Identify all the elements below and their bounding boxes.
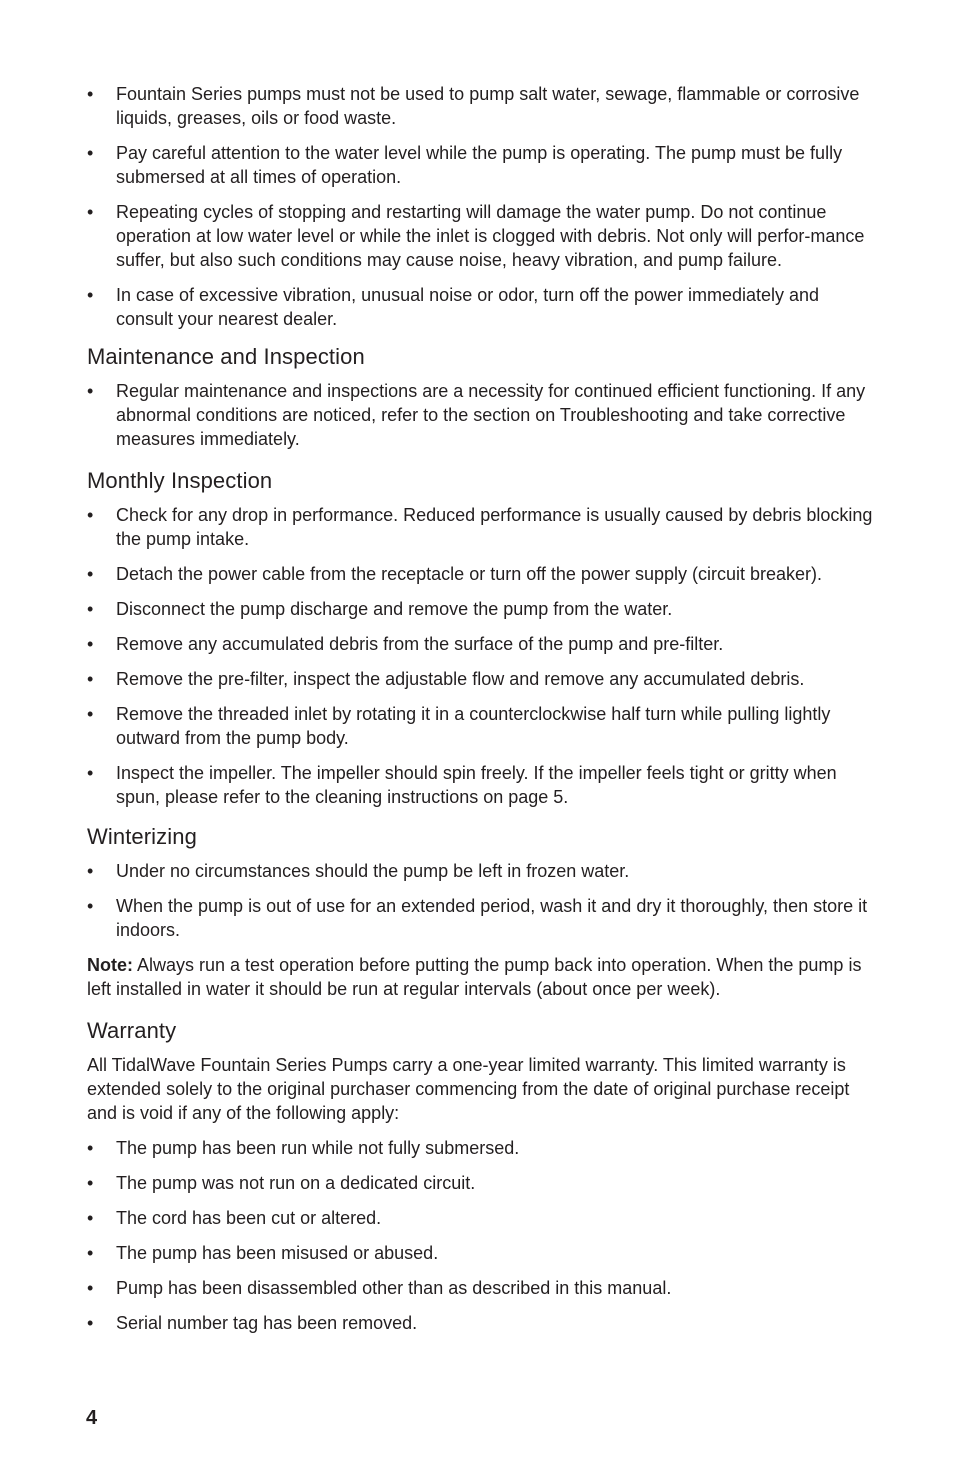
list-item xyxy=(87,1206,877,1230)
list-item xyxy=(87,667,877,691)
list-item-text: Check for any drop in performance. Reduced performance is usually caused by debris blocking the pump intake. xyxy=(116,505,873,549)
list-item xyxy=(87,1136,877,1160)
list-item-text: In case of excessive vibration, unusual noise or odor, turn off the power immediately and consult your nearest dealer. xyxy=(116,285,820,329)
list-item xyxy=(87,894,877,942)
bullet: • xyxy=(87,505,94,525)
list-item-text: Regular maintenance and inspections are a necessity for continued efficient functioning. If any abnormal conditions are noticed, refer to the section on Troubleshooting and take corrective measures immediately. xyxy=(116,381,866,449)
list-item xyxy=(87,1241,877,1265)
list-item xyxy=(87,562,877,586)
list-item-text: Remove the pre-filter, inspect the adjustable flow and remove any accumulated debris. xyxy=(116,669,805,689)
list-item-text: Repeating cycles of stopping and restarting will damage the water pump. Do not continue operation at low water level or while the inlet is clogged with debris. Not only will perfor-mance suffer, but also such conditions may cause noise, heavy vibration, and pump failure. xyxy=(116,202,865,270)
warranty-bullet-list xyxy=(87,1136,877,1335)
bullet: • xyxy=(87,896,94,916)
list-item-text: Detach the power cable from the receptacle or turn off the power supply (circuit breaker). xyxy=(116,564,823,584)
list-item-text: Under no circumstances should the pump be left in frozen water. xyxy=(116,861,630,881)
list-item-text: The cord has been cut or altered. xyxy=(116,1208,382,1228)
maintenance-heading: Maintenance and Inspection xyxy=(87,344,365,369)
winterizing-heading: Winterizing xyxy=(87,824,197,849)
list-item-text: When the pump is out of use for an extended period, wash it and dry it thoroughly, then store it indoors. xyxy=(116,896,868,940)
warranty-intro: All TidalWave Fountain Series Pumps carry a one-year limited warranty. This limited warranty is extended solely to the original purchaser commencing from the date of original purchase receipt and is void if any of the following apply: xyxy=(87,1055,850,1123)
list-item xyxy=(87,1276,877,1300)
bullet: • xyxy=(87,599,94,619)
bullet: • xyxy=(87,763,94,783)
list-item xyxy=(87,1311,877,1335)
list-item-text: Remove the threaded inlet by rotating it in a counterclockwise half turn while pulling lightly outward from the pump body. xyxy=(116,704,831,748)
list-item-text: The pump has been misused or abused. xyxy=(116,1243,439,1263)
bullet: • xyxy=(87,1278,94,1298)
list-item xyxy=(87,597,877,621)
bullet: • xyxy=(87,1208,94,1228)
bullet: • xyxy=(87,704,94,724)
bullet: • xyxy=(87,202,94,222)
warranty-heading: Warranty xyxy=(87,1018,177,1043)
winterizing-bullet-list xyxy=(87,859,877,942)
winterizing-note xyxy=(87,953,877,1001)
list-item-text: Remove any accumulated debris from the surface of the pump and pre-filter. xyxy=(116,634,724,654)
bullet: • xyxy=(87,1138,94,1158)
list-item xyxy=(87,503,877,551)
list-item xyxy=(87,761,877,809)
list-item xyxy=(87,702,877,750)
bullet: • xyxy=(87,1243,94,1263)
bullet: • xyxy=(87,669,94,689)
bullet: • xyxy=(87,84,94,104)
list-item-text: Fountain Series pumps must not be used to pump salt water, sewage, flammable or corrosive liquids, greases, oils or food waste. xyxy=(116,84,860,128)
list-item-text: Disconnect the pump discharge and remove the pump from the water. xyxy=(116,599,673,619)
list-item-text: The pump was not run on a dedicated circuit. xyxy=(116,1173,476,1193)
list-item xyxy=(87,141,877,189)
list-item-text: Pump has been disassembled other than as described in this manual. xyxy=(116,1278,672,1298)
bullet: • xyxy=(87,381,94,401)
list-item xyxy=(87,379,877,451)
intro-bullet-list xyxy=(87,82,877,331)
page-number: 4 xyxy=(86,1407,98,1429)
list-item xyxy=(87,632,877,656)
bullet: • xyxy=(87,1313,94,1333)
list-item-text: Serial number tag has been removed. xyxy=(116,1313,418,1333)
list-item xyxy=(87,859,877,883)
list-item xyxy=(87,283,877,331)
list-item xyxy=(87,200,877,272)
list-item-text: The pump has been run while not fully submersed. xyxy=(116,1138,520,1158)
monthly-inspection-heading: Monthly Inspection xyxy=(87,468,273,493)
bullet: • xyxy=(87,143,94,163)
manual-page xyxy=(87,82,877,1346)
maintenance-bullet-list xyxy=(87,379,877,451)
bullet: • xyxy=(87,634,94,654)
note-label: Note: xyxy=(87,955,133,975)
bullet: • xyxy=(87,1173,94,1193)
bullet: • xyxy=(87,564,94,584)
monthly-bullet-list xyxy=(87,503,877,809)
list-item xyxy=(87,1171,877,1195)
list-item-text: Inspect the impeller. The impeller should spin freely. If the impeller feels tight or gritty when spun, please refer to the cleaning instructions on page 5. xyxy=(116,763,837,807)
bullet: • xyxy=(87,285,94,305)
note-text: Always run a test operation before putting the pump back into operation. When the pump is left installed in water it should be run at regular intervals (about once per week). xyxy=(87,955,862,999)
bullet: • xyxy=(87,861,94,881)
list-item-text: Pay careful attention to the water level while the pump is operating. The pump must be fully submersed at all times of operation. xyxy=(116,143,843,187)
list-item xyxy=(87,82,877,130)
